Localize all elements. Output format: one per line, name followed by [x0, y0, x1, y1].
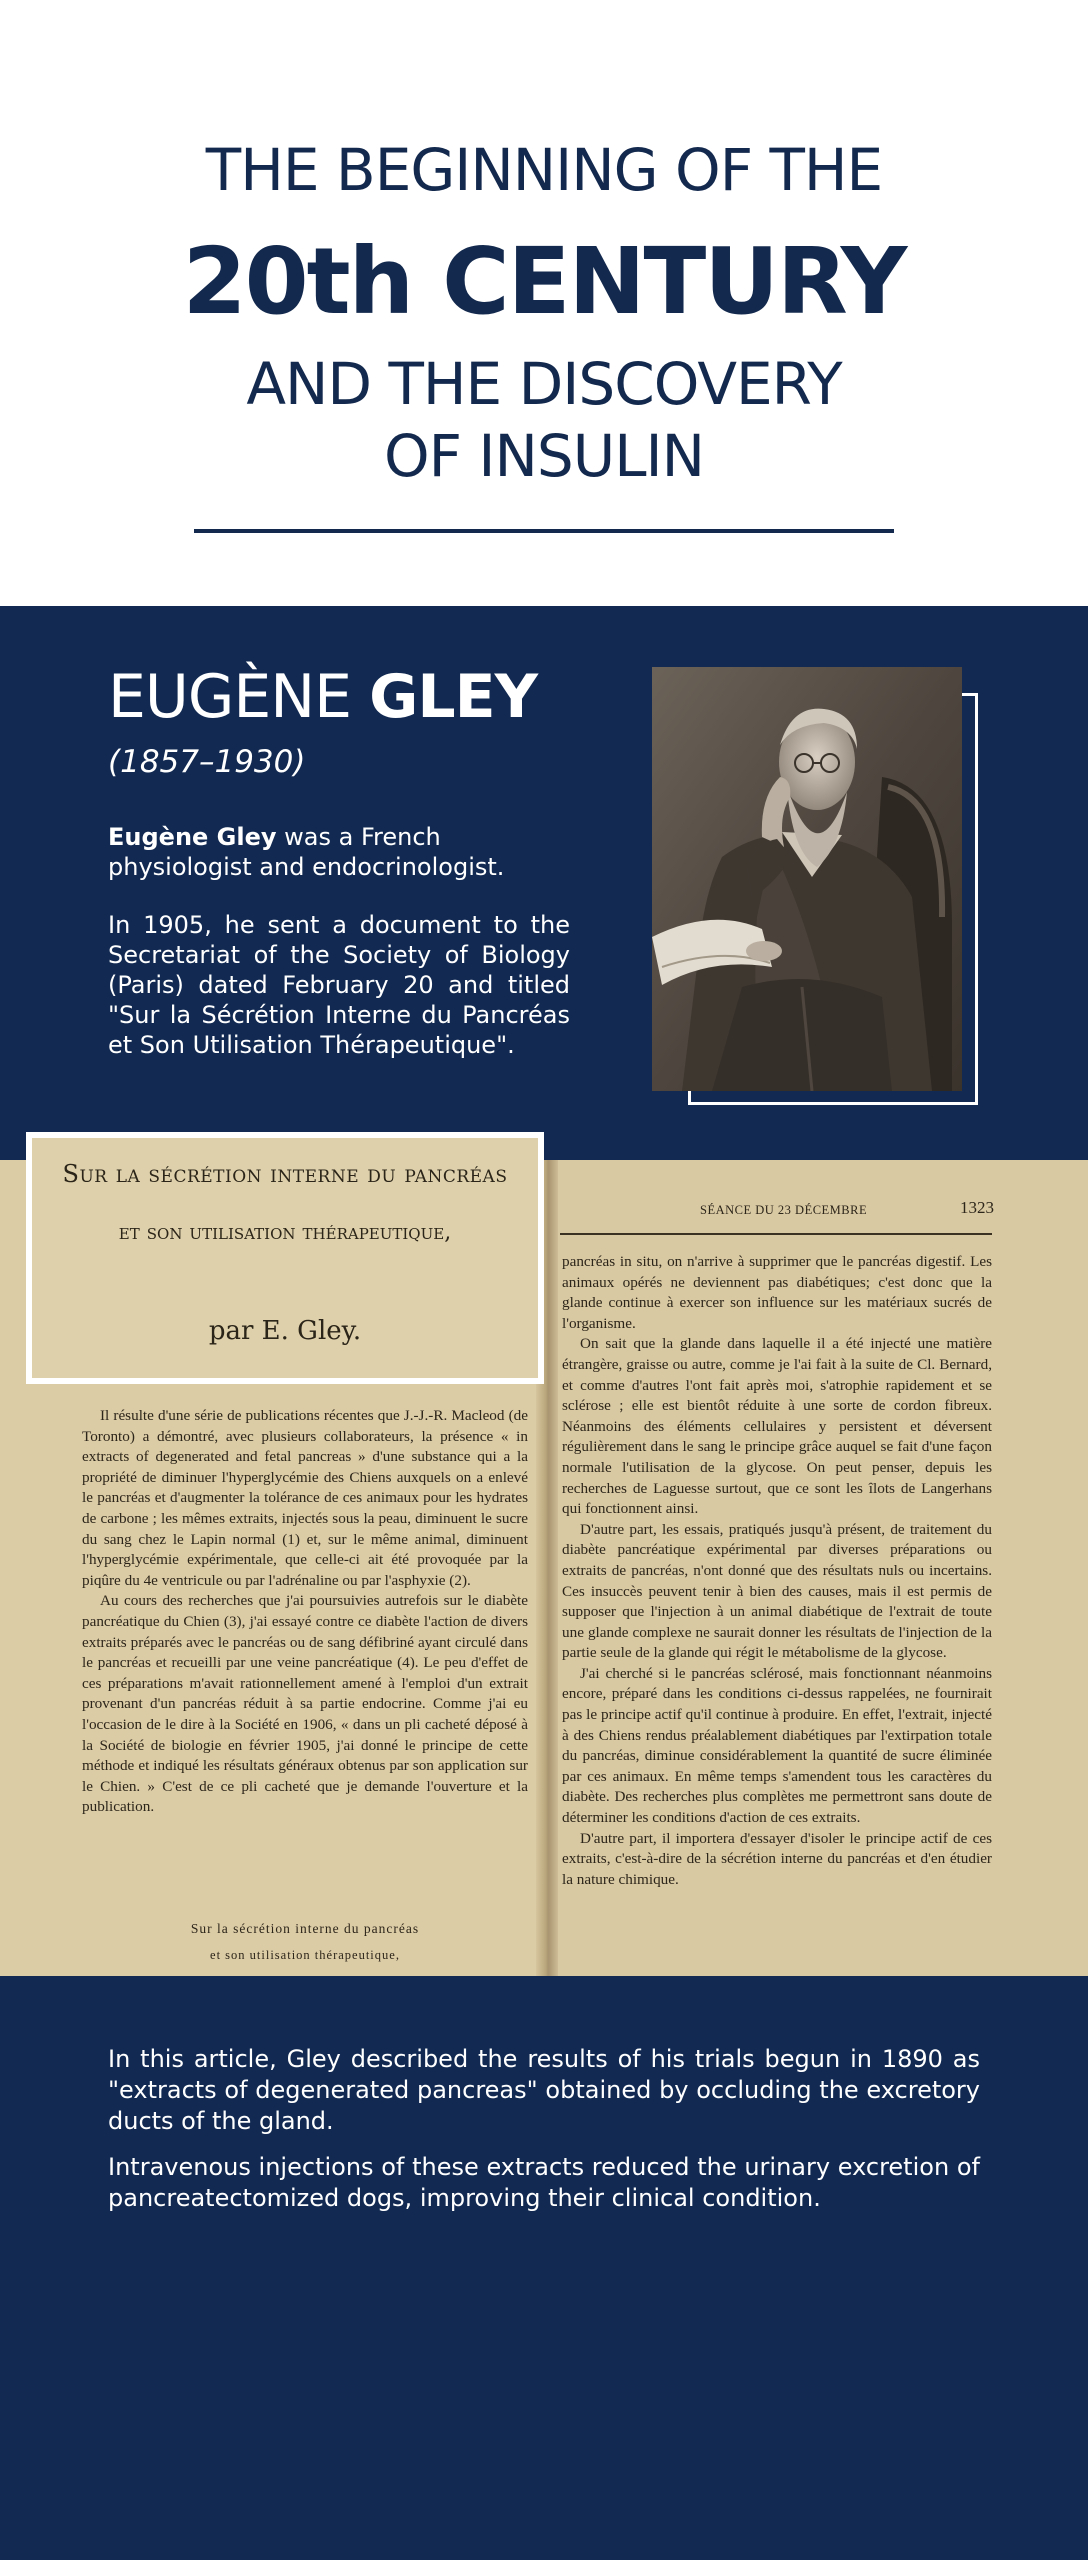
bio-text: was a French physiologist and endocrinologist.	[108, 823, 505, 881]
portrait-photo	[652, 667, 962, 1091]
title-line-4: OF INSULIN	[383, 422, 705, 490]
document-header-rule	[560, 1233, 992, 1235]
left-paragraph-1: Il résulte d'une série de publications récentes que J.-J.-R. Macleod (de Toronto) a démontré, avec plusieurs collaborateurs, la présence « in extracts of degenerated and fetal pancreas » d'une substance qui a la propriété de diminuer l'hyperglycémie des Chiens auxquels on a enlevé le pancréas et d'augmenter la tolérance de ces animaux pour les hydrates de carbone ; les mêmes extraits, injectés sous la peau, diminuent le sucre du sang chez le Lapin normal (1) et, sur le même animal, diminuent l'hyperglycémie expérimentale, que celle-ci ait été provoquée par la piqûre du 4e ventricule ou par l'adrénaline ou par l'asphyxie (2).	[82, 1407, 528, 1589]
right-paragraph-5: D'autre part, il importera d'essayer d'isoler le principe actif de ces extraits, c'est-à-dire de la sécrétion interne du pancréas et d'en étudier la nature chimique.	[562, 1829, 992, 1888]
document-subheading-1: Sur la sécrétion interne du pancréas	[190, 1921, 420, 1936]
right-paragraph-1: pancréas in situ, on n'arrive à supprimer que le pancréas digestif. Les animaux opérés ne deviennent pas diabétiques; c'est donc que la glande continue à exercer son influence sur les matériaux sucrés de l'organisme.	[562, 1253, 992, 1332]
title-line-2: 20th CENTURY	[182, 228, 906, 335]
portrait-illustration	[652, 667, 962, 1091]
life-dates: (1857–1930)	[108, 744, 306, 780]
title-line-3: AND THE DISCOVERY	[246, 350, 842, 418]
right-paragraph-3: D'autre part, les essais, pratiqués jusqu'à présent, de traitement du diabète pancréatique expérimental par diverses préparations ou extraits de pancréas, n'ont donné que des résultats nuls ou incertains. Ces insuccès peuvent tenir à bien des causes, mais il est permis de supposer que l'injection à un animal diabétique de l'extrait de toute une glande complexe ne saurait donner les résultats de l'injection de la partie seule de la glande qui régit le métabolisme de la glycose.	[562, 1520, 992, 1662]
bio-name: Eugène Gley	[108, 823, 277, 851]
document-author: par E. Gley.	[208, 1316, 362, 1346]
last-name: GLEY	[369, 662, 538, 732]
left-paragraph-2: Au cours des recherches que j'ai poursuivies autrefois sur le diabète pancréatique du Chien (3), j'ai essayé contre ce diabète l'action de divers extraits préparés avec le pancréas ou de sang défibriné ayant circulé dans le pancréas et recueilli par une veine pancréatique (4). Le peu d'effet de ces préparations m'avait rationnellement amené à l'emploi d'un extrait provenant d'un pancréas réduit à sa partie endocrine. Comme j'ai eu l'occasion de le dire à la Société en 1906, « dans un pli cacheté déposé à la Société de biologie en février 1905, j'ai donné le principe de cette méthode et indiqué les résultats généraux obtenus par son application sur le Chien. » C'est de ce pli cacheté que je demande l'ouverture et la publication.	[82, 1592, 528, 1816]
document-title-line-1: Sur la sécrétion interne du pancréas	[62, 1160, 508, 1188]
bio-paragraph-1	[108, 822, 570, 882]
bio-paragraph-2: In 1905, he sent a document to the Secretariat of the Society of Biology (Paris) dated February 20 and titled "Sur la Sécrétion Interne du Pancréas et Son Utilisation Thérapeutique".	[108, 911, 570, 1059]
description-paragraph-2: Intravenous injections of these extracts reduced the urinary excretion of pancreatectomized dogs, improving their clinical condition.	[108, 2153, 980, 2212]
right-paragraph-4: J'ai cherché si le pancréas sclérosé, mais fonctionnant néanmoins encore, préparé dans les conditions ci-dessus rappelées, ne fournirait pas le principe actif qu'il continue à produire. En effet, l'extrait, injecté à des Chiens rendus préalablement diabétiques par l'extirpation totale du pancréas, diminue considérablement la quantité de sucre éliminée par ces animaux. En même temps s'amendent tous les caractères du diabète. Des recherches plus complètes me permettront sans doute de déterminer les conditions d'action de ces extraits.	[562, 1664, 992, 1827]
description-paragraph-1: In this article, Gley described the results of his trials begun in 1890 as "extracts of degenerated pancreas" obtained by occluding the excretory ducts of the gland.	[108, 2045, 980, 2135]
right-paragraph-2: On sait que la glande dans laquelle il a été injecté une matière étrangère, graisse ou autre, comme je l'ai fait à la suite de Cl. Bernard, et comme d'autres l'ont fait après moi, s'atrophie rapidement et se sclérose ; elle est bientôt réduite à une sorte de cordon fibreux. Néanmoins des éléments cellulaires y persistent et déversent régulièrement dans le sang le principe grâce auquel se fait d'une façon normale l'utilisation de la glycose. On peut penser, depuis les recherches de Laguesse surtout, que ce sont les îlots de Langerhans qui fonctionnent ainsi.	[562, 1335, 992, 1518]
person-name	[108, 662, 537, 732]
title-line-1: THE BEGINNING OF THE	[205, 136, 883, 204]
document-subheading-2: et son utilisation thérapeutique,	[210, 1948, 400, 1962]
document-page-number: 1323	[960, 1198, 994, 1217]
title-section	[0, 0, 1088, 606]
first-name: EUGÈNE	[108, 662, 352, 732]
document-title-highlight	[26, 1132, 544, 1384]
document-title-line-2: et son utilisation thérapeutique,	[118, 1220, 452, 1245]
document-right-text	[562, 1252, 992, 1890]
document-left-text	[82, 1406, 528, 1818]
title-divider	[194, 529, 894, 533]
document-running-header: SÉANCE DU 23 DÉCEMBRE	[700, 1203, 868, 1217]
